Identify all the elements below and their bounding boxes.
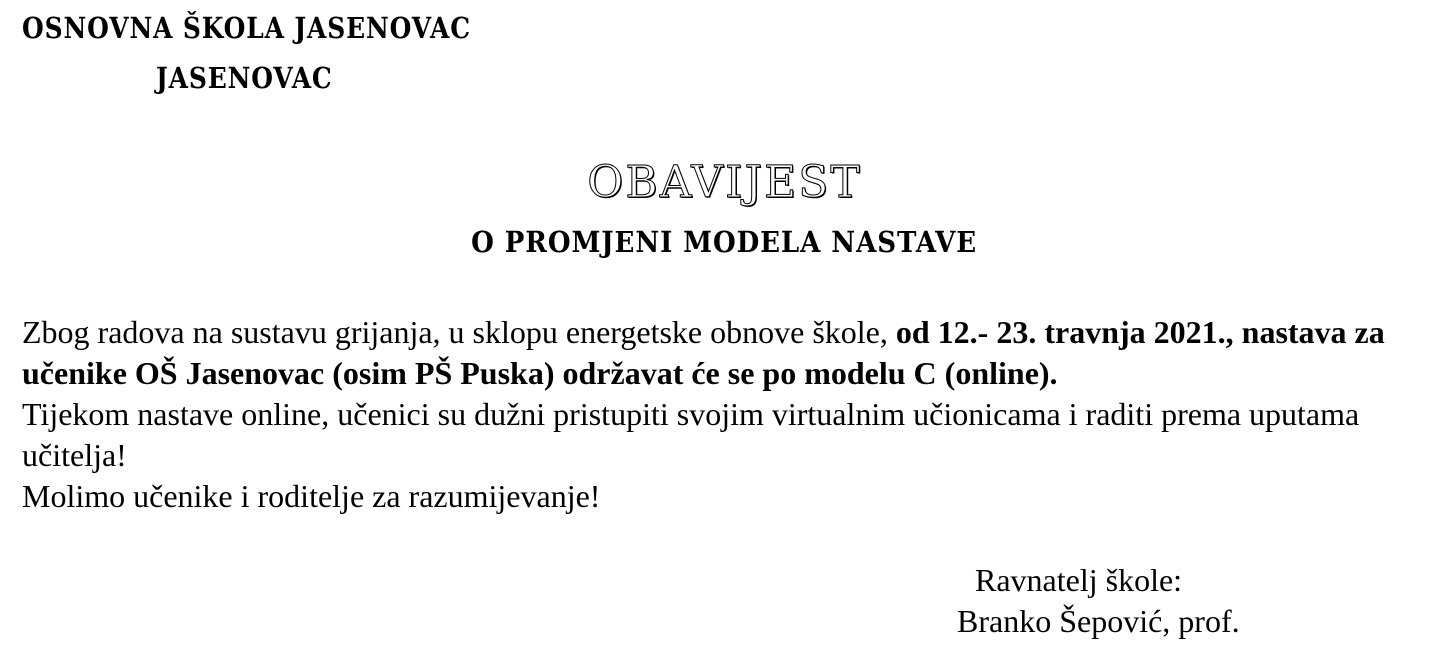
body-paragraph-1 (22, 312, 1432, 394)
body-paragraph-1-bold: od 12.- 23. travnja 2021., nastava za učenike OŠ Jasenovac (osim PŠ Puska) održavat će se po modelu C (online). (22, 314, 1385, 391)
notice-title (0, 156, 1449, 210)
body-paragraph-2: Tijekom nastave online, učenici su dužni pristupiti svojim virtualnim učionicama i raditi prema uputama učitelja! (22, 396, 1360, 473)
signature-role: Ravnatelj škole: (975, 562, 1183, 598)
school-name: OSNOVNA ŠKOLA JASENOVAC (22, 11, 471, 45)
notice-title-text: OBAVIJEST (587, 157, 862, 208)
body-paragraph-1-regular: Zbog radova na sustavu grijanja, u sklopu energetske obnove škole, (22, 314, 896, 350)
school-town: JASENOVAC (156, 61, 333, 95)
signature-name: Branko Šepović, prof. (957, 603, 1240, 639)
notice-subtitle-text: O PROMJENI MODELA NASTAVE (471, 225, 978, 259)
body-paragraph-3: Molimo učenike i roditelje za razumijevanje! (22, 478, 601, 514)
notice-body (22, 312, 1432, 517)
notice-subtitle (0, 224, 1449, 260)
